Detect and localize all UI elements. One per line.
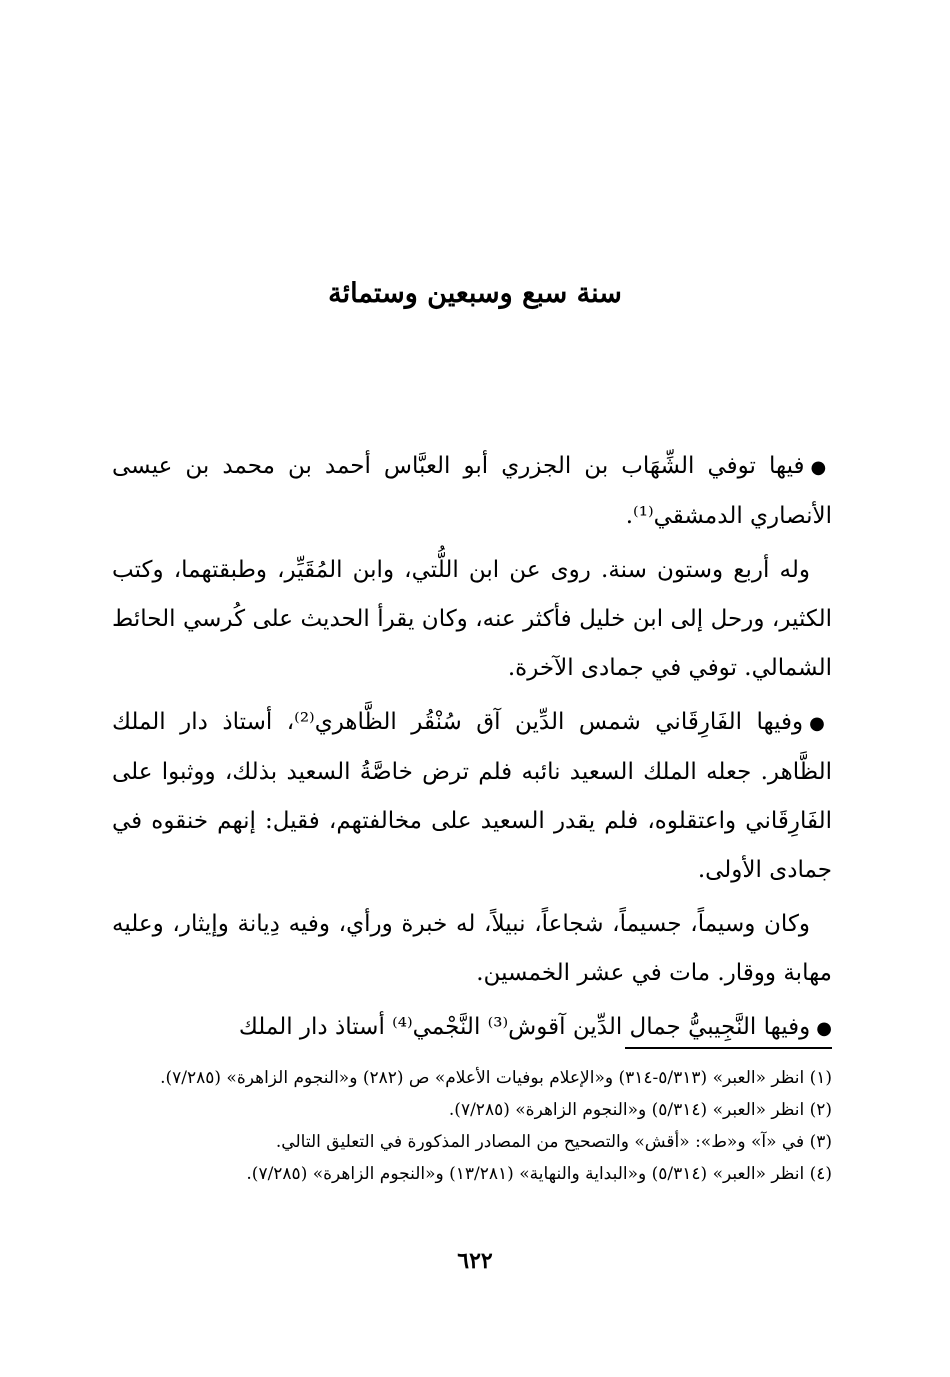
chapter-title: سنة سبع وسبعين وستمائة — [328, 278, 622, 309]
main-text — [112, 442, 832, 1058]
paragraph-5 — [112, 1003, 832, 1053]
bullet-icon: ● — [809, 713, 832, 734]
bullet-icon: ● — [810, 457, 832, 478]
paragraph-2 — [112, 546, 832, 693]
paragraph-1 — [112, 442, 832, 541]
paragraph-text: وفيها النَّجِيبيُّ جمال الدِّين آقوش⁽³⁾ النَّجْمي⁽⁴⁾ أستاذ دار الملك — [238, 1014, 811, 1040]
bullet-icon: ● — [816, 1018, 832, 1039]
footnote-divider — [625, 1047, 832, 1049]
paragraph-text: فيها توفي الشِّهَاب بن الجزري أبو العبَّاس أحمد بن محمد بن عيسى الأنصاري الدمشقي⁽¹⁾. — [112, 453, 832, 529]
page-number: ٦٢٢ — [457, 1248, 493, 1274]
footnote-2: (٢) انظر «العبر» (٥/٣١٤) و«النجوم الزاهرة» (٧/٢٨٥). — [448, 1100, 832, 1120]
paragraph-text: وفيها الفَارِقَاني شمس الدِّين آق سُنْقُر الظَّاهري⁽²⁾، أستاذ دار الملك الظَّاهر. جعله الملك السعيد نائبه فلم ترض خاصَّةُ السعيد بذلك، ووثبوا على الفَارِقَاني واعتقلوه، فلم يقدر السعيد على مخالفتهم، فقيل: إنهم خنقوه في جمادى الأولى. — [112, 709, 832, 883]
paragraph-4 — [112, 900, 832, 998]
footnote-1: (١) انظر «العبر» (٥/٣١٣-٣١٤) و«الإعلام بوفيات الأعلام» ص (٢٨٢) و«النجوم الزاهرة» (٧/٢٨٥). — [160, 1068, 832, 1088]
footnote-3: (٣) في «آ» و«ط»: «أقش» والتصحيح من المصادر المذكورة في التعليق التالي. — [275, 1132, 832, 1152]
paragraph-text: وكان وسيماً، جسيماً، شجاعاً، نبيلاً، له خبرة ورأي، وفيه دِيانة وإيثار، وعليه مهابة ووقار. مات في عشر الخمسين. — [112, 911, 832, 986]
footnotes — [112, 1062, 832, 1190]
paragraph-3 — [112, 698, 832, 895]
footnote-4: (٤) انظر «العبر» (٥/٣١٤) و«البداية والنهاية» (١٣/٢٨١) و«النجوم الزاهرة» (٧/٢٨٥). — [246, 1164, 832, 1184]
paragraph-text: وله أربع وستون سنة. روى عن ابن اللُّتي، وابن المُقَيِّر، وطبقتهما، وكتب الكثير، ورحل إلى ابن خليل فأكثر عنه، وكان يقرأ الحديث على كُرسي الحائط الشمالي. توفي في جمادى الآخرة. — [112, 557, 832, 681]
